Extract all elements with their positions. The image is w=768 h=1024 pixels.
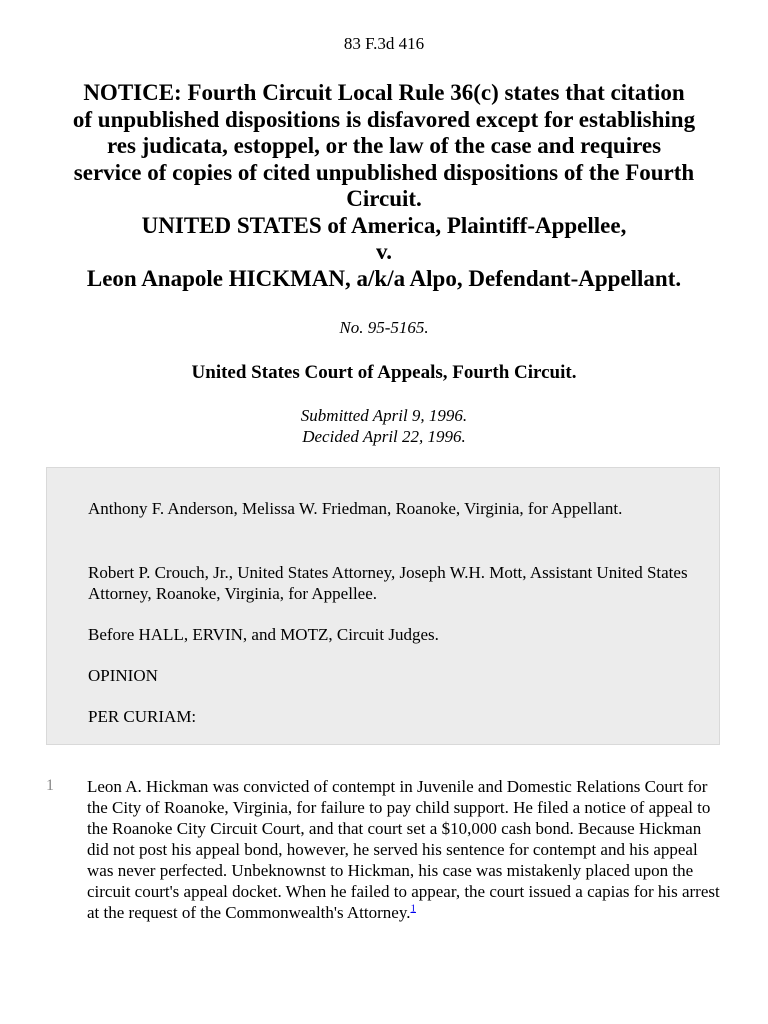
decided-date: Decided April 22, 1996. [302,427,466,446]
notice-line: of unpublished dispositions is disfavored except for establishing [72,106,696,132]
panel-judges: Before HALL, ERVIN, and MOTZ, Circuit Judges. [88,625,439,644]
party-defendant: Leon Anapole HICKMAN, a/k/a Alpo, Defendant-Appellant. [86,265,682,291]
footnote-link[interactable]: 1 [410,902,416,915]
docket-number: No. 95-5165. [339,318,429,337]
paragraph-text: Leon A. Hickman was convicted of contempt in Juvenile and Domestic Relations Court for the City of Roanoke, Virginia, for failure to pay child support. He filed a notice of appeal to the Roanoke City Circuit Court, and that court set a $10,000 cash bond. Because Hickman did not post his appeal bond, however, he served his sentence for contempt and his appeal was never perfected. Unbeknownst to Hickman, his case was mistakenly placed upon the circuit court's appeal docket. When he failed to appear, the court issued a capias for his arrest at the request of the Commonwealth's Attorney. [87,777,720,922]
notice-line: service of copies of cited unpublished dispositions of the Fourth [73,159,695,185]
opinion-label: OPINION [88,666,158,685]
party-plaintiff: UNITED STATES of America, Plaintiff-Appellee, [141,212,627,238]
versus: v. [376,239,392,264]
notice-line: Circuit. [346,186,422,211]
notice-line: NOTICE: Fourth Circuit Local Rule 36(c) states that citation [83,80,685,105]
case-dates [0,405,768,447]
notice-line: res judicata, estoppel, or the law of the case and requires [106,133,662,158]
appellee-counsel: Robert P. Crouch, Jr., United States Attorney, Joseph W.H. Mott, Assistant United States Attorney, Roanoke, Virginia, for Appellee. [88,563,688,603]
submitted-date: Submitted April 9, 1996. [300,406,468,425]
case-citation: 83 F.3d 416 [343,34,425,53]
appellant-counsel: Anthony F. Anderson, Melissa W. Friedman, Roanoke, Virginia, for Appellant. [88,499,623,518]
counsel-box [46,467,720,745]
paragraph-number: 1 [46,777,54,794]
court-name: United States Court of Appeals, Fourth Circuit. [191,362,577,383]
opinion-paragraph [87,776,727,923]
per-curiam-label: PER CURIAM: [88,707,197,726]
notice-caption [40,80,728,292]
